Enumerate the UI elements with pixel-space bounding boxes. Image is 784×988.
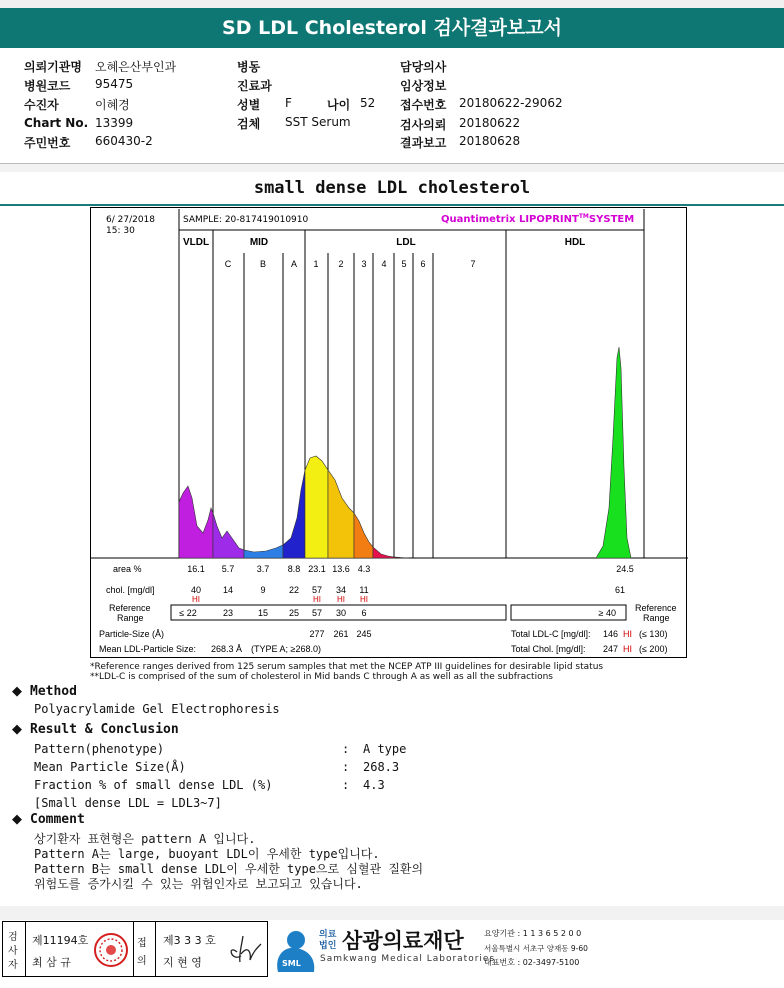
label-patient: 수진자 (24, 98, 59, 112)
band-label: 5 (401, 259, 407, 269)
footnote-1: *Reference ranges derived from 125 serum samples that met the NCEP ATP III guidelines for desirable lipid status (90, 662, 604, 672)
lipoprint-svg (91, 208, 688, 659)
value-resident-no: 660430-2 (95, 134, 153, 148)
comment-line: Pattern A는 large, buoyant LDL이 우세한 type입니다. (34, 847, 380, 861)
lipoprint-chart (90, 207, 687, 658)
hi-flag: HI (192, 595, 200, 604)
label-resident-no: 주민번호 (24, 136, 71, 150)
result-heading (12, 722, 179, 737)
comment-line: Pattern B는 small dense LDL이 우세한 type으로 심혈관 질환의 (34, 862, 424, 876)
particle-value: 261 (333, 629, 349, 639)
area-value: 13.6 (332, 564, 350, 574)
ref-row-label: Range (117, 613, 144, 623)
diamond-bullet-icon: ◆ (12, 684, 22, 699)
method-text: Polyacrylamide Gel Electrophoresis (34, 702, 280, 716)
label-clinical-info: 임상정보 (400, 79, 447, 93)
ref-value: 57 (311, 608, 323, 618)
value-patient: 이혜경 (95, 98, 130, 112)
value-hospital-code: 95475 (95, 77, 134, 91)
chol-value: 11 (359, 585, 369, 595)
sml-badge-text: SML (282, 959, 301, 968)
inspector-title-1: 검 (8, 932, 18, 943)
label-chart-no: Chart No. (24, 116, 89, 130)
label-receipt-no: 접수번호 (400, 98, 447, 112)
label-ward: 병동 (237, 60, 261, 74)
value-sex: F (285, 96, 292, 110)
group-label: MID (249, 237, 269, 248)
chart-brand (441, 213, 634, 225)
result-colon: : (342, 778, 350, 792)
result-label-fraction: Fraction % of small dense LDL (%) (34, 778, 273, 792)
band-label: B (259, 259, 267, 269)
label-hospital-code: 병원코드 (24, 79, 71, 93)
area-value: 24.5 (616, 564, 634, 574)
method-heading (12, 684, 77, 699)
comment-line: 위험도를 증가시킬 수 있는 위험인자로 보고되고 있습니다. (34, 877, 363, 891)
mid-a-fraction (283, 470, 305, 558)
org-legal-1: 의료 (319, 930, 337, 940)
area-value: 3.7 (256, 564, 270, 574)
org-address: 서울특별시 서초구 양재동 9-60 (484, 944, 588, 953)
chol-value: 9 (260, 585, 266, 595)
value-age: 52 (360, 96, 376, 110)
signature-box (2, 921, 268, 977)
chart-time: 15: 30 (106, 226, 135, 236)
inspector-name: 최 삼 규 (32, 956, 71, 969)
chart-date: 6/ 27/2018 (106, 215, 156, 225)
label-request-date: 검사의뢰 (400, 118, 447, 132)
particle-value: 245 (356, 629, 372, 639)
inspector-title-2: 사 (8, 946, 18, 957)
chol-value: 14 (222, 585, 234, 595)
chart-brand-name: Quantimetrix LIPOPRINT (441, 214, 579, 225)
diamond-bullet-icon: ◆ (12, 722, 22, 737)
band-label: 2 (338, 259, 344, 269)
total-ldl-ref: (≤ 130) (639, 629, 668, 639)
inspector-title-3: 자 (8, 960, 18, 971)
footnote-2: **LDL-C is comprised of the sum of cholesterol in Mid bands C through A as well as all the subfractions (90, 672, 553, 682)
total-chol-value: 247 (603, 644, 619, 654)
reviewer-name: 지 현 영 (163, 956, 202, 969)
total-chol-label: Total Chol. [mg/dl]: (511, 644, 586, 654)
org-phone: 대표번호 : 02-3497-5100 (484, 958, 580, 967)
area-value: 23.1 (308, 564, 326, 574)
result-value-size: 268.3 (363, 760, 400, 774)
result-note: [Small dense LDL = LDL3~7] (34, 796, 222, 810)
ldl1-fraction (305, 456, 328, 558)
mean-size-value: 268.3 Å (211, 644, 243, 654)
band-label: 6 (420, 259, 426, 269)
band-label: 1 (313, 259, 319, 269)
chol-row-label: chol. [mg/dl] (106, 585, 155, 595)
ldl4-fraction (373, 547, 394, 558)
value-chart-no: 13399 (95, 116, 134, 130)
band-label: 4 (381, 259, 387, 269)
chart-brand-tail: SYSTEM (588, 214, 635, 225)
ref-value: ≤ 22 (179, 608, 197, 618)
band-label: 3 (361, 259, 367, 269)
ref-row-label-right: Reference (635, 603, 677, 613)
sml-logo-icon (272, 924, 316, 974)
ldl2-fraction (328, 470, 354, 558)
particle-row-label: Particle-Size (Å) (99, 629, 165, 639)
total-ldl-label: Total LDL-C [mg/dl]: (511, 629, 591, 639)
chol-value: 40 (190, 585, 202, 595)
area-value: 4.3 (357, 564, 371, 574)
top-strip (0, 0, 784, 8)
ref-value: 25 (288, 608, 300, 618)
org-logo-block (272, 922, 777, 978)
ref-hdl-value: ≥ 40 (598, 608, 616, 618)
reviewer-title-1: 접 (137, 938, 147, 949)
chol-value: 34 (335, 585, 347, 595)
total-ldl-value: 146 (603, 629, 619, 639)
vldl-fraction (179, 486, 213, 558)
hi-flag: HI (313, 595, 321, 604)
comment-heading (12, 812, 85, 827)
label-sex: 성별 (237, 98, 261, 112)
hi-flag: HI (360, 595, 368, 604)
inspector-license-no: 제11194호 (32, 934, 89, 947)
area-value: 16.1 (187, 564, 205, 574)
value-receipt-no: 20180622-29062 (459, 96, 563, 110)
reviewer-title-2: 의 (137, 956, 147, 967)
mid-c-fraction (213, 513, 244, 558)
seal-stamp-icon (93, 932, 129, 968)
reviewer-license-no: 제3 3 3 호 (163, 934, 216, 947)
hi-flag: HI (337, 595, 345, 604)
particle-value: 277 (309, 629, 325, 639)
chol-value: 57 (311, 585, 323, 595)
divider-strip (0, 906, 784, 920)
value-specimen: SST Serum (285, 115, 351, 129)
ref-row-label: Reference (109, 603, 151, 613)
section-title: small dense LDL cholesterol (0, 172, 784, 206)
org-name: 삼광의료재단 (342, 929, 464, 953)
result-value-fraction: 4.3 (363, 778, 385, 792)
ref-value: 23 (222, 608, 234, 618)
mean-size-type: (TYPE A; ≥268.0) (251, 644, 321, 654)
group-label: LDL (396, 237, 416, 248)
patient-info (0, 48, 784, 164)
hi-flag: HI (623, 644, 632, 654)
result-colon: : (342, 742, 350, 756)
ldl3-fraction (354, 513, 373, 558)
handwritten-signature-icon (223, 930, 263, 968)
label-specimen: 검체 (237, 117, 261, 131)
label-age: 나이 (327, 98, 351, 112)
ref-value: 6 (361, 608, 367, 618)
group-label: VLDL (182, 237, 210, 248)
value-report-date: 20180628 (459, 134, 521, 148)
hdl-fraction (596, 347, 631, 558)
label-department: 진료과 (237, 79, 272, 93)
result-colon: : (342, 760, 350, 774)
mean-size-label: Mean LDL-Particle Size: (99, 644, 197, 654)
org-legal-2: 법인 (319, 941, 337, 951)
method-heading-text: Method (30, 684, 77, 699)
chart-brand-sup: TM (578, 213, 589, 220)
chol-value: 22 (288, 585, 300, 595)
value-institution: 오혜은산부인과 (95, 60, 177, 74)
ref-value: 30 (335, 608, 347, 618)
label-institution: 의뢰기관명 (24, 60, 82, 74)
group-label: HDL (564, 237, 586, 248)
hi-flag: HI (623, 629, 632, 639)
area-value: 8.8 (287, 564, 301, 574)
total-chol-ref: (≤ 200) (639, 644, 668, 654)
org-code: 요양기관 : 1 1 3 6 5 2 0 0 (484, 929, 582, 938)
result-label-size: Mean Particle Size(Å) (34, 760, 186, 774)
ref-row-label-right: Range (643, 613, 670, 623)
result-label-pattern: Pattern(phenotype) (34, 742, 165, 756)
label-report-date: 결과보고 (400, 136, 447, 150)
label-doctor: 담당의사 (400, 60, 447, 74)
result-heading-text: Result & Conclusion (30, 722, 179, 737)
mid-b-fraction (244, 545, 283, 558)
area-value: 5.7 (221, 564, 235, 574)
area-row-label: area % (113, 564, 142, 574)
chart-sample: SAMPLE: 20-817419010910 (183, 215, 309, 225)
ref-value: 15 (257, 608, 269, 618)
diamond-bullet-icon: ◆ (12, 812, 22, 827)
chol-value: 61 (614, 585, 626, 595)
report-title: SD LDL Cholesterol 검사결과보고서 (0, 8, 784, 48)
comment-line: 상기환자 표현형은 pattern A 입니다. (34, 832, 256, 846)
band-label: C (224, 259, 232, 269)
org-name-en: Samkwang Medical Laboratories (320, 954, 496, 964)
band-label: 7 (470, 259, 476, 269)
divider-strip (0, 164, 784, 172)
result-value-pattern: A type (363, 742, 407, 756)
value-request-date: 20180622 (459, 116, 521, 130)
band-label: A (290, 259, 298, 269)
comment-heading-text: Comment (30, 812, 85, 827)
